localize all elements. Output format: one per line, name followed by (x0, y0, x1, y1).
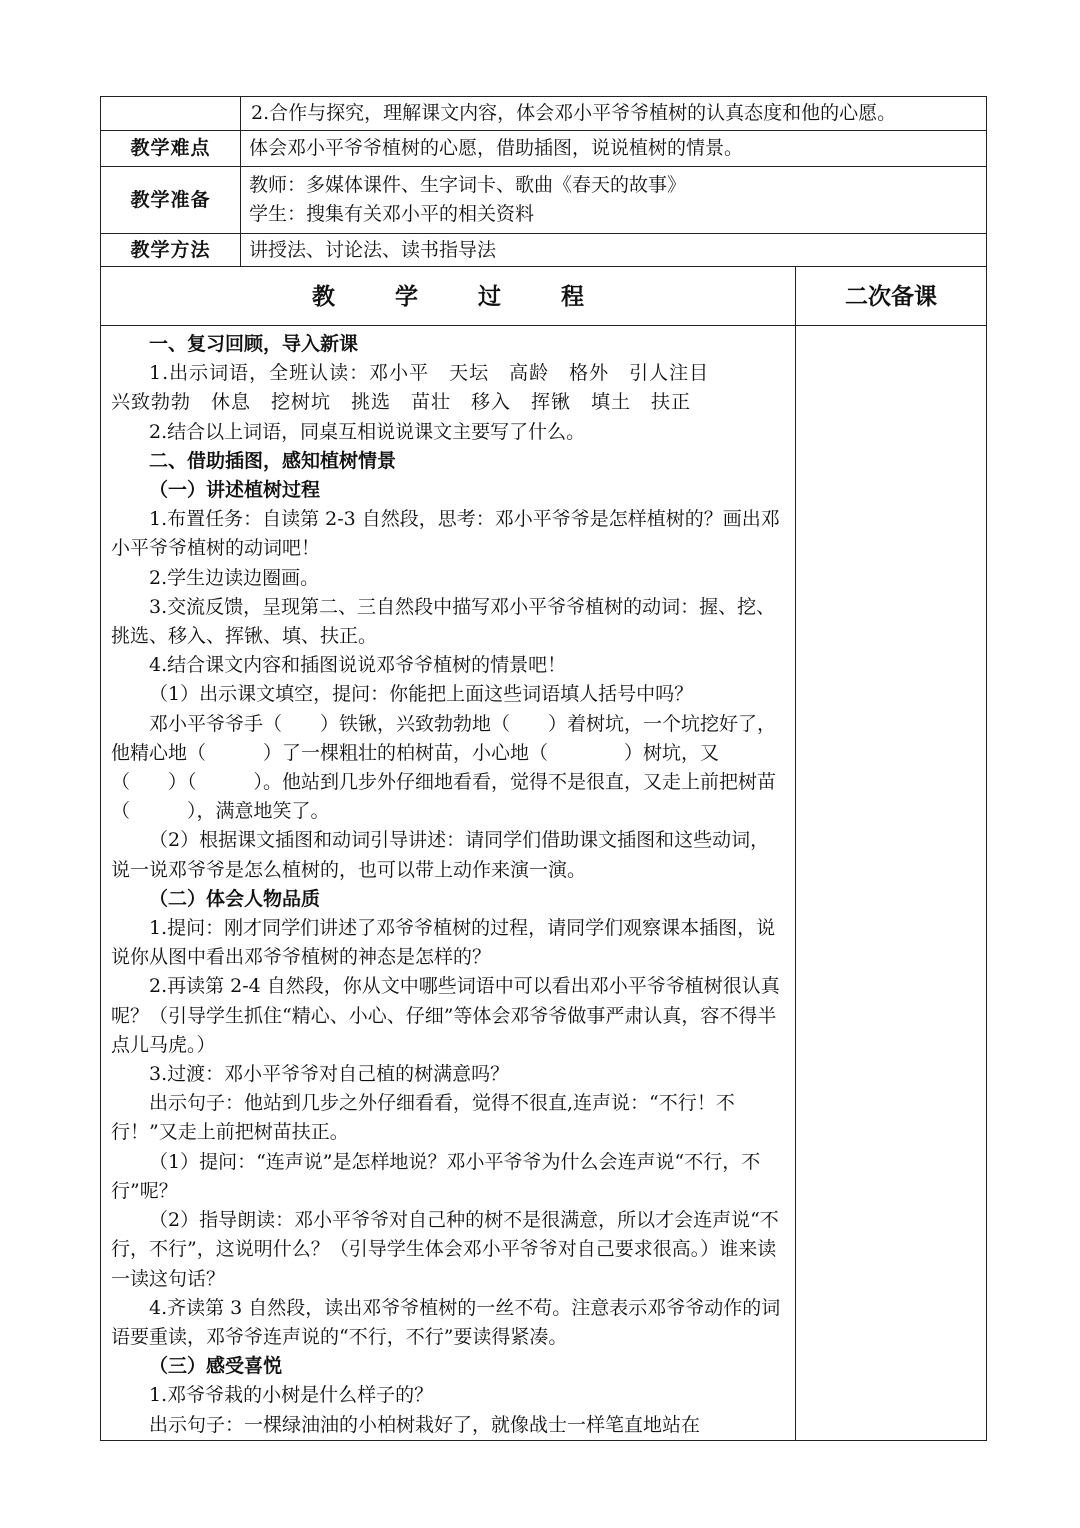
goal-text: 2.合作与探究，理解课文内容，体会邓小平爷爷植树的认真态度和他的心愿。 (241, 97, 987, 131)
difficulty-text: 体会邓小平爷爷植树的心愿，借助插图，说说植树的情景。 (241, 131, 987, 167)
lesson-plan-table (100, 96, 987, 1441)
process-body-row (101, 326, 987, 1441)
method-label: 教学方法 (101, 234, 241, 267)
subsection-a-para-3: 3.交流反馈，呈现第二、三自然段中描写邓小平爷爷植树的动词：握、挖、挑选、移入、挥锹、填、扶正。 (111, 595, 776, 648)
prep-teacher: 教师：多媒体课件、生字词卡、歌曲《春天的故事》 (249, 174, 687, 196)
second-prep-cell (796, 326, 987, 1441)
subsection-b-para-5: （1）提问：“连声说”是怎样地说？邓小平爷爷为什么会连声说“不行，不行”呢？ (111, 1150, 761, 1202)
second-prep-title: 二次备课 (796, 267, 987, 326)
method-row (101, 234, 987, 267)
process-content (101, 326, 796, 1441)
subsection-b-para-7: 4.齐读第 3 自然段，读出邓爷爷植树的一丝不苟。注意表示邓爷爷动作的词语要重读，邓爷爷连声说的“不行，不行”要读得紧凑。 (111, 1296, 781, 1348)
section-1-line-2: 兴致勃勃 休息 挖树坑 挑选 苗壮 移入 挥锹 填土 扶正 (111, 391, 692, 414)
subsection-c-para-2: 出示句子：一棵绿油油的小柏树栽好了，就像战士一样笔直地站在 (149, 1413, 701, 1436)
subsection-b-title: （二）体会人物品质 (149, 887, 321, 910)
subsection-b-para-4: 出示句子：他站到几步之外仔细看看，觉得不很直,连声说：“不行！不行！”又走上前把树苗扶正。 (111, 1092, 735, 1144)
prep-label: 教学准备 (101, 167, 241, 234)
subsection-a-para-6: 邓小平爷爷手（ ）铁锹，兴致勃勃地（ ）着树坑，一个坑挖好了，他精心地（ ）了一棵粗壮的柏树苗，小心地（ ）树坑，又（ ）（ ）。他站到几步外仔细地看看，觉得不是很直，又走上前把树苗（ ），满意地笑了。 (111, 712, 777, 823)
subsection-b-para-3: 3.过渡：邓小平爷爷对自己植的树满意吗？ (149, 1063, 510, 1086)
method-text: 讲授法、讨论法、读书指导法 (241, 234, 987, 267)
prep-row (101, 167, 987, 234)
process-title: 教 学 过 程 (311, 282, 611, 310)
subsection-c-title: （三）感受喜悦 (149, 1355, 283, 1378)
section-1-line-3: 2.结合以上词语，同桌互相说说课文主要写了什么。 (149, 420, 586, 443)
subsection-a-para-4: 4.结合课文内容和插图说说邓爷爷植树的情景吧！ (149, 654, 567, 677)
section-1-line-1: 1.出示词语，全班认读：邓小平 天坛 高龄 格外 引人注目 (149, 362, 710, 385)
process-title-cell (101, 267, 796, 326)
subsection-a-para-7: （2）根据课文插图和动词引导讲述：请同学们借助课文插图和这些动词，说一说邓爷爷是怎么植树的，也可以带上动作来演一演。 (111, 829, 770, 881)
subsection-c-para-1: 1.邓爷爷栽的小树是什么样子的？ (149, 1384, 434, 1407)
subsection-b-para-6: （2）指导朗读：邓小平爷爷对自己种的树不是很满意，所以才会连声说“不行，不行”，这说明什么？（引导学生体会邓小平爷爷对自己要求很高。）谁来读一读这句话？ (111, 1209, 779, 1290)
subsection-a-para-1: 1.布置任务：自读第 2-3 自然段，思考：邓小平爷爷是怎样植树的？画出邓小平爷爷植树的动词吧！ (111, 508, 780, 560)
lesson-plan-sheet (100, 96, 986, 1441)
subsection-b-para-2: 2.再读第 2-4 自然段，你从文中哪些词语中可以看出邓小平爷爷植树很认真呢？（引导学生抓住“精心、小心、仔细”等体会邓爷爷做事严肃认真，容不得半点儿马虎。） (111, 975, 780, 1056)
difficulty-row (101, 131, 987, 167)
prep-student: 学生：搜集有关邓小平的相关资料 (249, 203, 535, 225)
process-header-row (101, 267, 987, 326)
goal-row (101, 97, 987, 131)
subsection-a-para-2: 2.学生边读边圈画。 (149, 566, 320, 589)
difficulty-label: 教学难点 (101, 131, 241, 167)
prep-text (241, 167, 987, 234)
section-2-title: 二、借助插图，感知植树情景 (149, 449, 397, 472)
subsection-a-para-5: （1）出示课文填空，提问：你能把上面这些词语填人括号中吗？ (149, 683, 694, 706)
subsection-b-para-1: 1.提问：刚才同学们讲述了邓爷爷植树的过程，请同学们观察课本插图，说说你从图中看出邓爷爷植树的神态是怎样的？ (111, 917, 776, 969)
goal-label-cell (101, 97, 241, 131)
section-1-title: 一、复习回顾，导入新课 (149, 333, 359, 355)
subsection-a-title: （一）讲述植树过程 (149, 479, 321, 502)
